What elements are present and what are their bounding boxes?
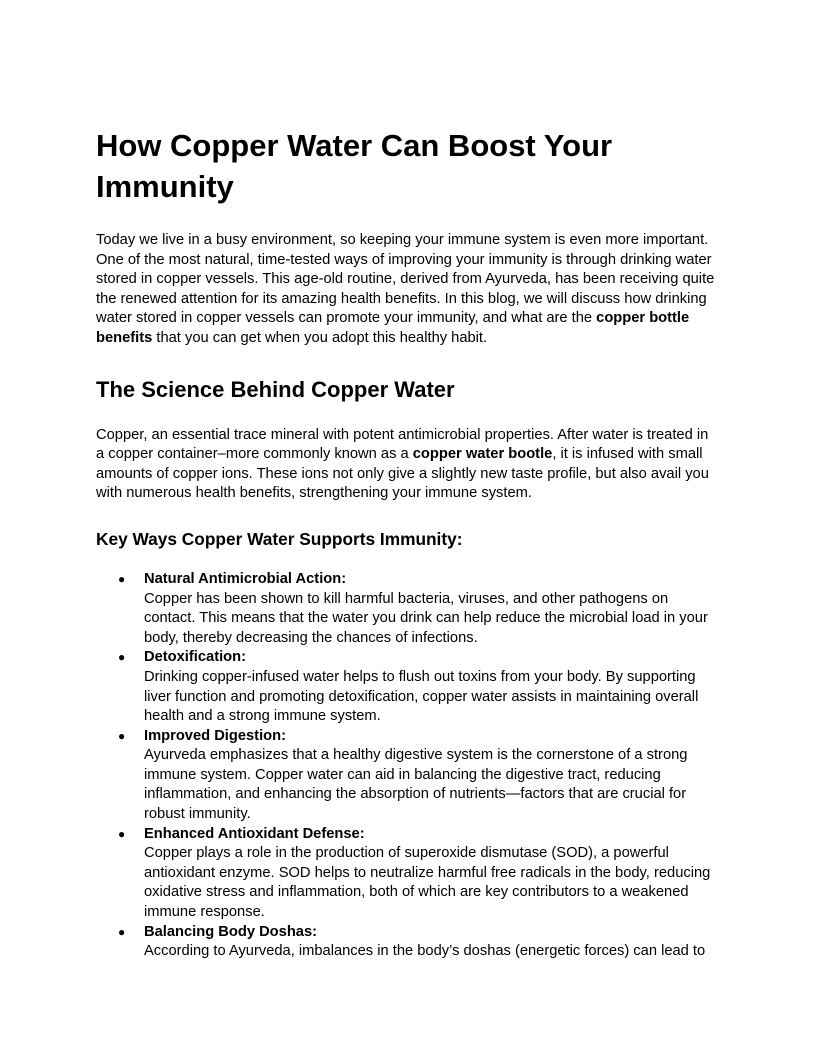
benefit-text: Ayurveda emphasizes that a healthy digestive system is the cornerstone of a strong immune system. Copper water can aid in balancing the digestive tract, reducing inflammation, and enhancing the absorption of nutrients—factors that are crucial for robust immunity. [144, 747, 688, 823]
benefit-text: Drinking copper-infused water helps to flush out toxins from your body. By supporting liver function and promoting detoxification, copper water assists in maintaining overall health and a strong immune system. [144, 668, 699, 725]
science-bold-keyword: copper water bootle [412, 446, 553, 463]
benefit-title: Natural Antimicrobial Action: [144, 570, 347, 587]
science-paragraph [96, 426, 720, 504]
benefit-item-antimicrobial [96, 570, 720, 648]
science-text-end: , it is infused with small amounts of copper ions. These ions not only give a slightly new taste profile, but also avail you with numerous health benefits, strengthening your immune system. [96, 446, 709, 502]
article-title: How Copper Water Can Boost Your Immunity [96, 128, 613, 204]
benefit-title: Improved Digestion: [144, 727, 286, 744]
intro-text-start: Today we live in a busy environment, so keeping your immune system is even more important. One of the most natural, time-tested ways of improving your immunity is through drinking water stored in copper vessels. This age-old routine, derived from Ayurveda, has been receiving quite the renewed attention for its amazing health benefits. In this blog, we will discuss how drinking water stored in copper vessels can promote your immunity, and what are the [96, 232, 715, 327]
science-heading: The Science Behind Copper Water [96, 376, 455, 402]
bullet-icon: ● [118, 924, 126, 939]
intro-paragraph [96, 231, 720, 349]
bullet-icon: ● [118, 728, 126, 743]
benefit-item-doshas [96, 923, 720, 962]
benefit-text: Copper plays a role in the production of superoxide dismutase (SOD), a powerful antioxidant enzyme. SOD helps to neutralize harmful free radicals in the body, reducing oxidative stress and inflammation, both of which are key contributors to a weakened immune response. [144, 845, 711, 921]
benefit-text: According to Ayurveda, imbalances in the body’s doshas (energetic forces) can lead to [144, 943, 706, 960]
benefit-text: Copper has been shown to kill harmful bacteria, viruses, and other pathogens on contact. This means that the water you drink can help reduce the microbial load in your body, thereby decreasing the chances of infections. [144, 590, 708, 646]
benefit-title: Enhanced Antioxidant Defense: [144, 825, 365, 842]
bullet-icon: ● [118, 650, 126, 665]
science-text-start: Copper, an essential trace mineral with potent antimicrobial properties. After water is treated in a copper container–more commonly known as a [96, 426, 709, 463]
benefit-item-digestion [96, 727, 720, 825]
key-ways-heading: Key Ways Copper Water Supports Immunity: [96, 528, 463, 549]
intro-bold-keyword: copper bottle benefits [96, 310, 690, 346]
benefit-item-antioxidant [96, 825, 720, 923]
bullet-icon: ● [118, 826, 126, 841]
benefit-title: Detoxification: [144, 649, 247, 666]
benefit-item-detoxification [96, 648, 720, 726]
bullet-icon: ● [118, 571, 126, 586]
intro-text-end: that you can get when you adopt this healthy habit. [152, 329, 488, 346]
benefits-list [96, 570, 720, 962]
benefit-title: Balancing Body Doshas: [144, 923, 318, 940]
